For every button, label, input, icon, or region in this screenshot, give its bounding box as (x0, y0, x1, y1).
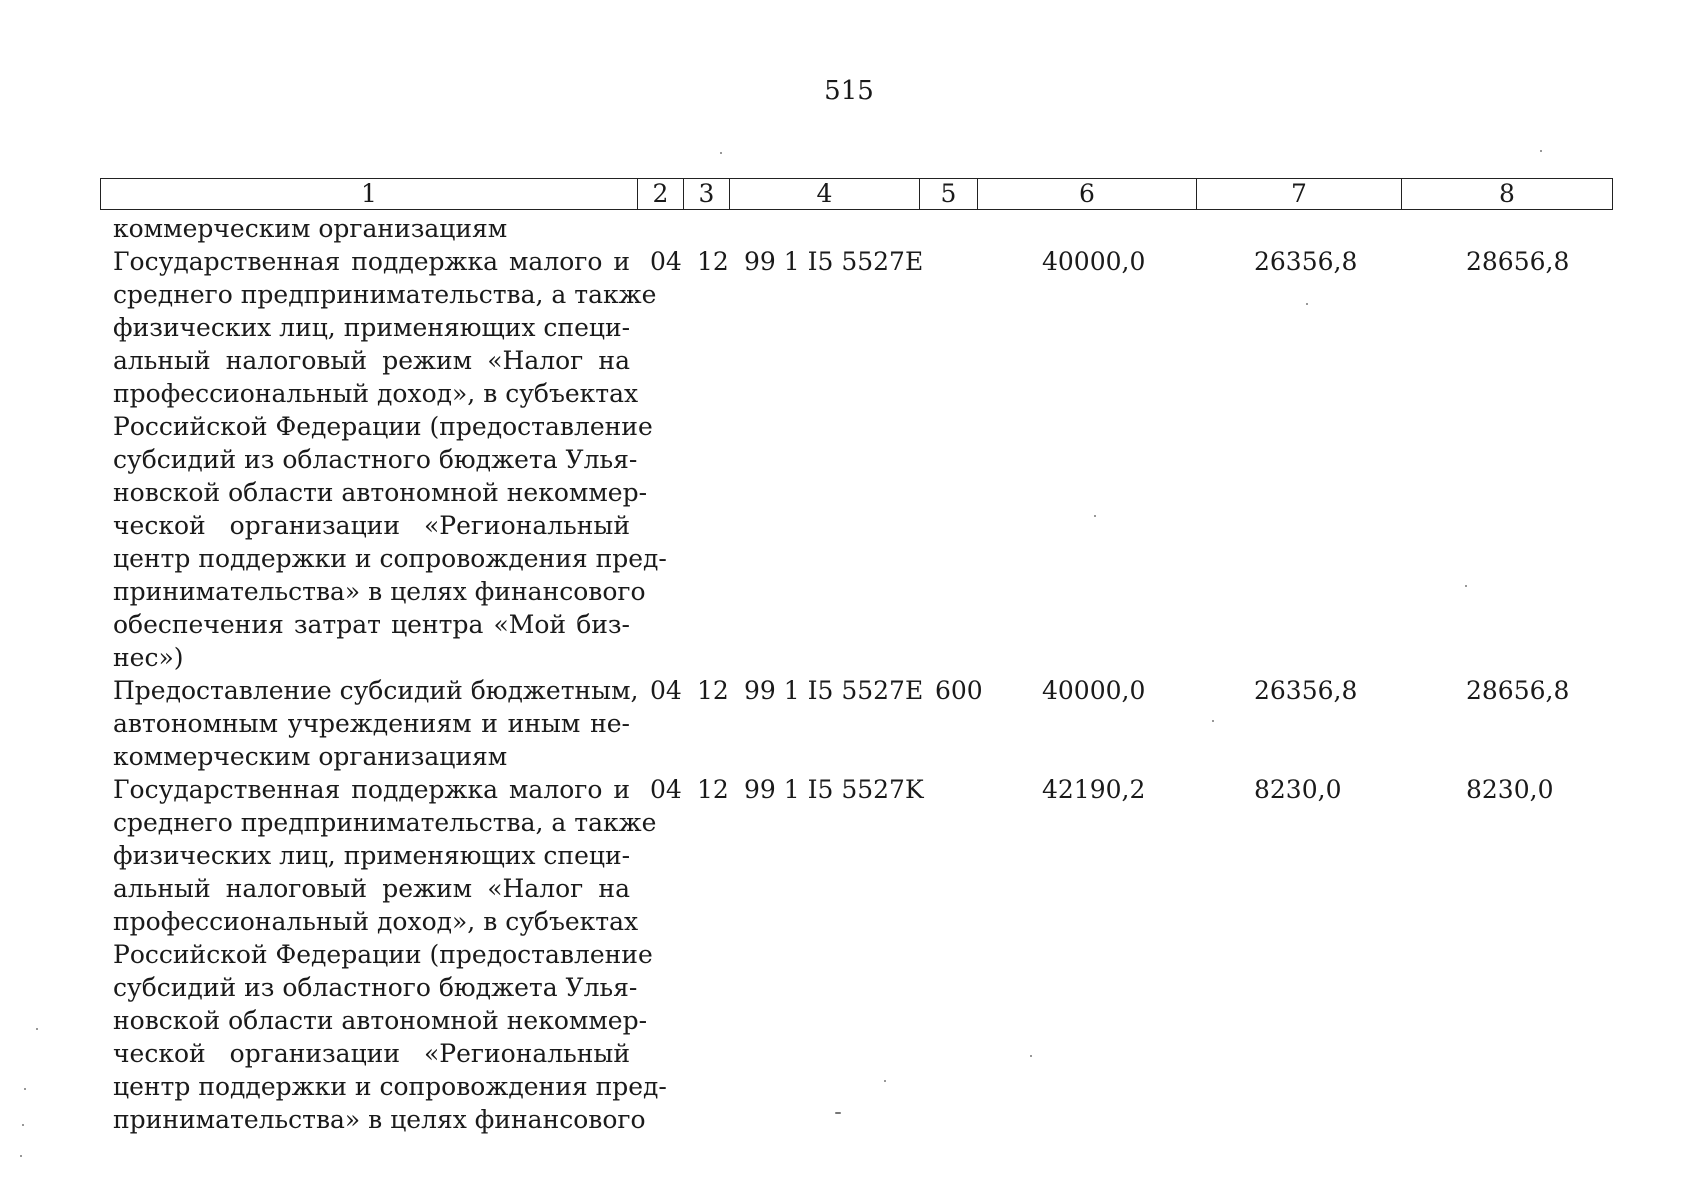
scan-speck (24, 1088, 26, 1090)
scan-speck (1030, 1055, 1032, 1057)
row-description: Предоставление субсидий бюджетным, автономным учреждениям и иным не- коммерческим организациям (113, 676, 639, 771)
cell-csr: 99 1 I5 5527E (744, 247, 924, 276)
cell-csr: 99 1 I5 5527E (744, 676, 924, 705)
cell-amount-7: 8230,0 (1254, 775, 1342, 804)
column-header-4: 4 (730, 179, 920, 210)
scan-speck (1212, 720, 1214, 722)
cell-rz: 04 (650, 247, 682, 276)
cell-pr: 12 (697, 676, 729, 705)
column-header-table (100, 178, 1613, 210)
cell-amount-8: 8230,0 (1466, 775, 1554, 804)
scan-speck (835, 1112, 841, 1114)
column-header-1: 1 (101, 179, 638, 210)
column-header-8: 8 (1402, 179, 1613, 210)
column-header-5: 5 (920, 179, 978, 210)
column-header-row (101, 179, 1613, 210)
row-description: Государственная поддержка малого и среднего предпринимательства, а также физических лиц, применяющих специ- альный налоговый режим «Налог на профессиональный доход», в субъектах Российской Федерации (предоставление субсидий из областного бюджета Улья- новской области автономной некоммер- ческой организации «Региональный центр поддержки и сопровождения пред- принимательства» в целях финансового обеспечения затрат центра «Мой биз- нес») (113, 247, 667, 672)
scan-speck (720, 152, 722, 154)
cell-vr: 600 (935, 676, 983, 705)
column-header-3: 3 (684, 179, 730, 210)
cell-amount-8: 28656,8 (1466, 676, 1570, 705)
scan-speck (20, 1155, 22, 1157)
scan-speck (22, 1124, 24, 1126)
cell-amount-6: 40000,0 (1042, 676, 1146, 705)
column-header-2: 2 (638, 179, 684, 210)
column-header-6: 6 (978, 179, 1197, 210)
scan-speck (36, 1028, 38, 1030)
cell-amount-7: 26356,8 (1254, 247, 1358, 276)
cell-pr: 12 (697, 247, 729, 276)
scan-speck (1540, 150, 1542, 152)
cell-rz: 04 (650, 775, 682, 804)
cell-pr: 12 (697, 775, 729, 804)
scan-speck (1465, 585, 1467, 587)
row-description: Государственная поддержка малого и среднего предпринимательства, а также физических лиц, применяющих специ- альный налоговый режим «Налог на профессиональный доход», в субъектах Российской Федерации (предоставление субсидий из областного бюджета Улья- новской области автономной некоммер- ческой организации «Региональный центр поддержки и сопровождения пред- принимательства» в целях финансового (113, 775, 667, 1134)
continuation-text: коммерческим организациям (113, 214, 508, 243)
scan-speck (1306, 303, 1308, 305)
page-number: 515 (824, 76, 874, 106)
cell-rz: 04 (650, 676, 682, 705)
cell-amount-6: 42190,2 (1042, 775, 1146, 804)
column-header-7: 7 (1197, 179, 1402, 210)
cell-amount-8: 28656,8 (1466, 247, 1570, 276)
cell-amount-6: 40000,0 (1042, 247, 1146, 276)
scan-speck (1094, 515, 1096, 517)
cell-csr: 99 1 I5 5527K (744, 775, 924, 804)
scan-speck (884, 1080, 886, 1082)
cell-amount-7: 26356,8 (1254, 676, 1358, 705)
